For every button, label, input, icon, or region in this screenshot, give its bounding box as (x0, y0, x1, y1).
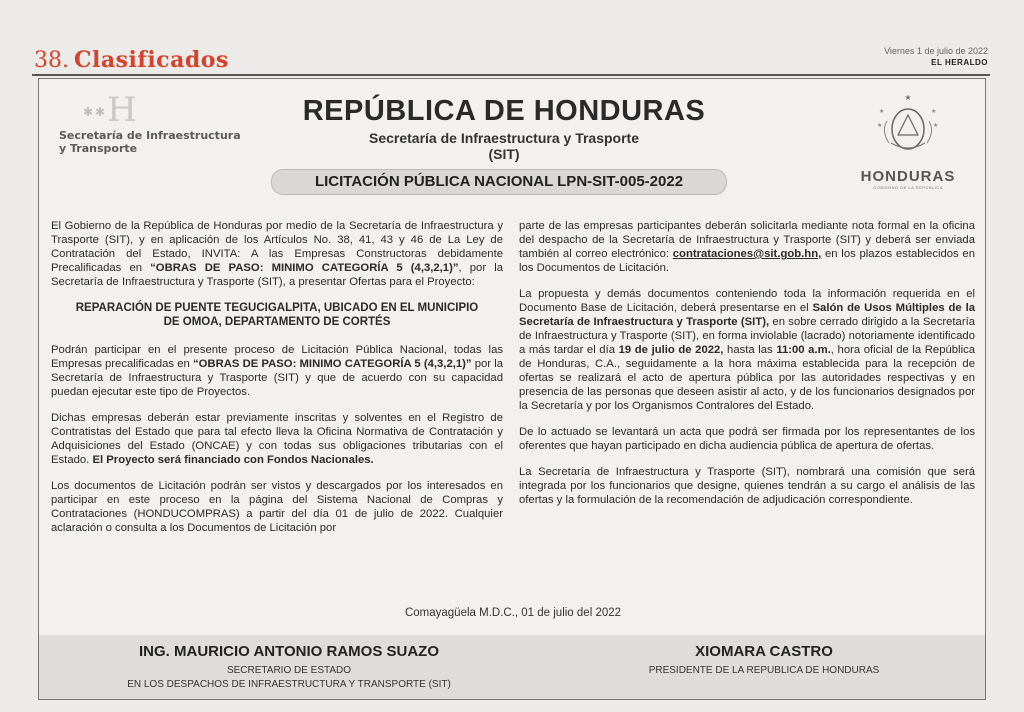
invitation-paragraph: El Gobierno de la República de Honduras por medio de la Secretaría de Infraestructura y Trasporte (SIT), y en aplicación de los Artículos No. 38, 41, 43 y 46 de La Ley de Contratación del Estado, INVITA: A las Empresas Constructoras debidamente Precalificadas en “OBRAS DE PASO: MINIMO CATEGORÍA 5 (4,3,2,1)”, por la Secretaría de Infraestructura y Trasporte (SIT), a presentar Ofertas para el Proyecto: (51, 220, 503, 288)
inquiries-paragraph: parte de las empresas participantes deberán solicitarla mediante nota formal en la oficina del despacho de la Secretaría de Infraestructura y Trasporte (SIT) y deberá ser enviada también al correo electrónico: contrataciones@sit.gob.hn, en los plazos establecidos en los Documentos de Licitación. (519, 220, 976, 274)
coat-of-arms-icon (873, 91, 943, 161)
email-link[interactable]: contrataciones@sit.gob.hn, (672, 248, 822, 260)
svg-text:★: ★ (904, 93, 912, 102)
submission-paragraph: La propuesta y demás documentos conteniendo toda la información requerida en el Documento Base de Licitación, deberá presentarse en el Salón de Usos Múltiples de la Secretaría de Infraestructura y Trasporte (SIT), en sobre cerrado dirigido a la Secretaría de Infraestructura y Trasporte (SIT), en forma inviolable (lacrado) notoriamente identificado a más tardar el día 19 de julio de 2022, hasta las 11:00 a.m., hora oficial de la República de Honduras, C.A., seguidamente a la hora máxima establecida para la recepción de ofertas se realizará el acto de apertura pública por las autoridades respectivas y en presencia de las personas que deseen asistir al acto, y de los funcionarios designados por la Secretaría y por los Organismos Contralores del Estado. (519, 288, 976, 412)
signatory-role: SECRETARIO DE ESTADO (226, 665, 352, 676)
tender-banner: LICITACIÓN PÚBLICA NACIONAL LPN-SIT-005-2022 (271, 169, 727, 195)
masthead-rule (32, 74, 990, 76)
place-and-date: Comayagüela M.D.C., 01 de julio del 2022 (404, 607, 622, 619)
sit-h-logo-icon: ✱✱H (83, 90, 139, 130)
honduras-government-logo (849, 91, 967, 190)
newspaper-name: EL HERALDO (931, 58, 988, 67)
notice-header (289, 95, 719, 162)
masthead (32, 46, 990, 76)
participation-paragraph: Podrán participar en el presente proceso de Licitación Pública Nacional, todas las Empresas precalificadas en “OBRAS DE PASO: MINIMO CATEGORÍA 5 (4,3,2,1)” por la Secretaría de Infraestructura y Trasporte (SIT) y que de acuerdo con su capacidad puedan ejecutar este tipo de Proyectos. (51, 344, 503, 398)
dateline: Viernes 1 de julio de 2022 (884, 46, 988, 56)
project-name: REPARACIÓN DE PUENTE TEGUCIGALPITA, UBICADO EN EL MUNICIPIO DE OMOA, DEPARTAMENTO DE CORTÉS (75, 302, 479, 328)
signatory-role-detail: EN LOS DESPACHOS DE INFRAESTRUCTURA Y TRANSPORTE (SIT) (127, 679, 451, 690)
tender-notice (38, 78, 986, 700)
svg-text:★: ★ (879, 109, 885, 115)
section-title: Clasificados (74, 47, 229, 73)
documents-paragraph: Los documentos de Licitación podrán ser vistos y descargados por los interesados en participar en este proceso en la página del Sistema Nacional de Compras y Contrataciones (HONDUCOMPRAS) a partir del día 01 de julio de 2022. Cualquier aclaración o consulta a los Documentos de Licitación por (51, 480, 503, 534)
signatory-role: PRESIDENTE DE LA REPUBLICA DE HONDURAS (648, 665, 880, 676)
sit-logo-line1: Secretaría de Infraestructura (59, 129, 241, 142)
notice-title: REPÚBLICA DE HONDURAS (302, 95, 706, 127)
registration-paragraph: Dichas empresas deberán estar previamente inscritas y solventes en el Registro de Contratistas del Estado que para tal efecto lleva la Oficina Normativa de Contratación y Adquisiciones del Estado (ONCAE) y con todas sus obligaciones tributarias con el Estado. El Proyecto será financiado con Fondos Nacionales. (51, 412, 503, 466)
svg-text:★: ★ (877, 123, 883, 129)
svg-text:★: ★ (933, 123, 939, 129)
signatory-name: ING. MAURICIO ANTONIO RAMOS SUAZO (139, 643, 439, 660)
signatory-name: XIOMARA CASTRO (695, 643, 833, 660)
sit-logo-line2: y Transporte (59, 142, 138, 155)
right-column (519, 219, 975, 519)
notice-acronym: (SIT) (488, 146, 520, 162)
svg-text:★: ★ (931, 109, 937, 115)
left-column (51, 219, 503, 547)
government-tagline: GOBIERNO DE LA REPÚBLICA (873, 185, 943, 190)
minutes-paragraph: De lo actuado se levantará un acta que podrá ser firmada por los representantes de los oferentes que hayan participado en dicha audiencia pública de apertura de ofertas. (519, 426, 975, 452)
notice-subtitle: Secretaría de Infraestructura y Trasporte (368, 130, 639, 146)
page-number: 38. (34, 48, 69, 73)
sit-logo (59, 90, 269, 155)
commission-paragraph: La Secretaría de Infraestructura y Trasporte (SIT), nombrará una comisión que será integrada por los funcionarios que designe, quienes tendrán a su cargo el análisis de las ofertas y la formulación de la recomendación de adjudicación correspondiente. (519, 466, 975, 506)
honduras-logo-text: HONDURAS (860, 168, 956, 185)
signature-band (39, 635, 985, 699)
signature-secretary (109, 643, 469, 692)
signature-president (584, 643, 944, 678)
